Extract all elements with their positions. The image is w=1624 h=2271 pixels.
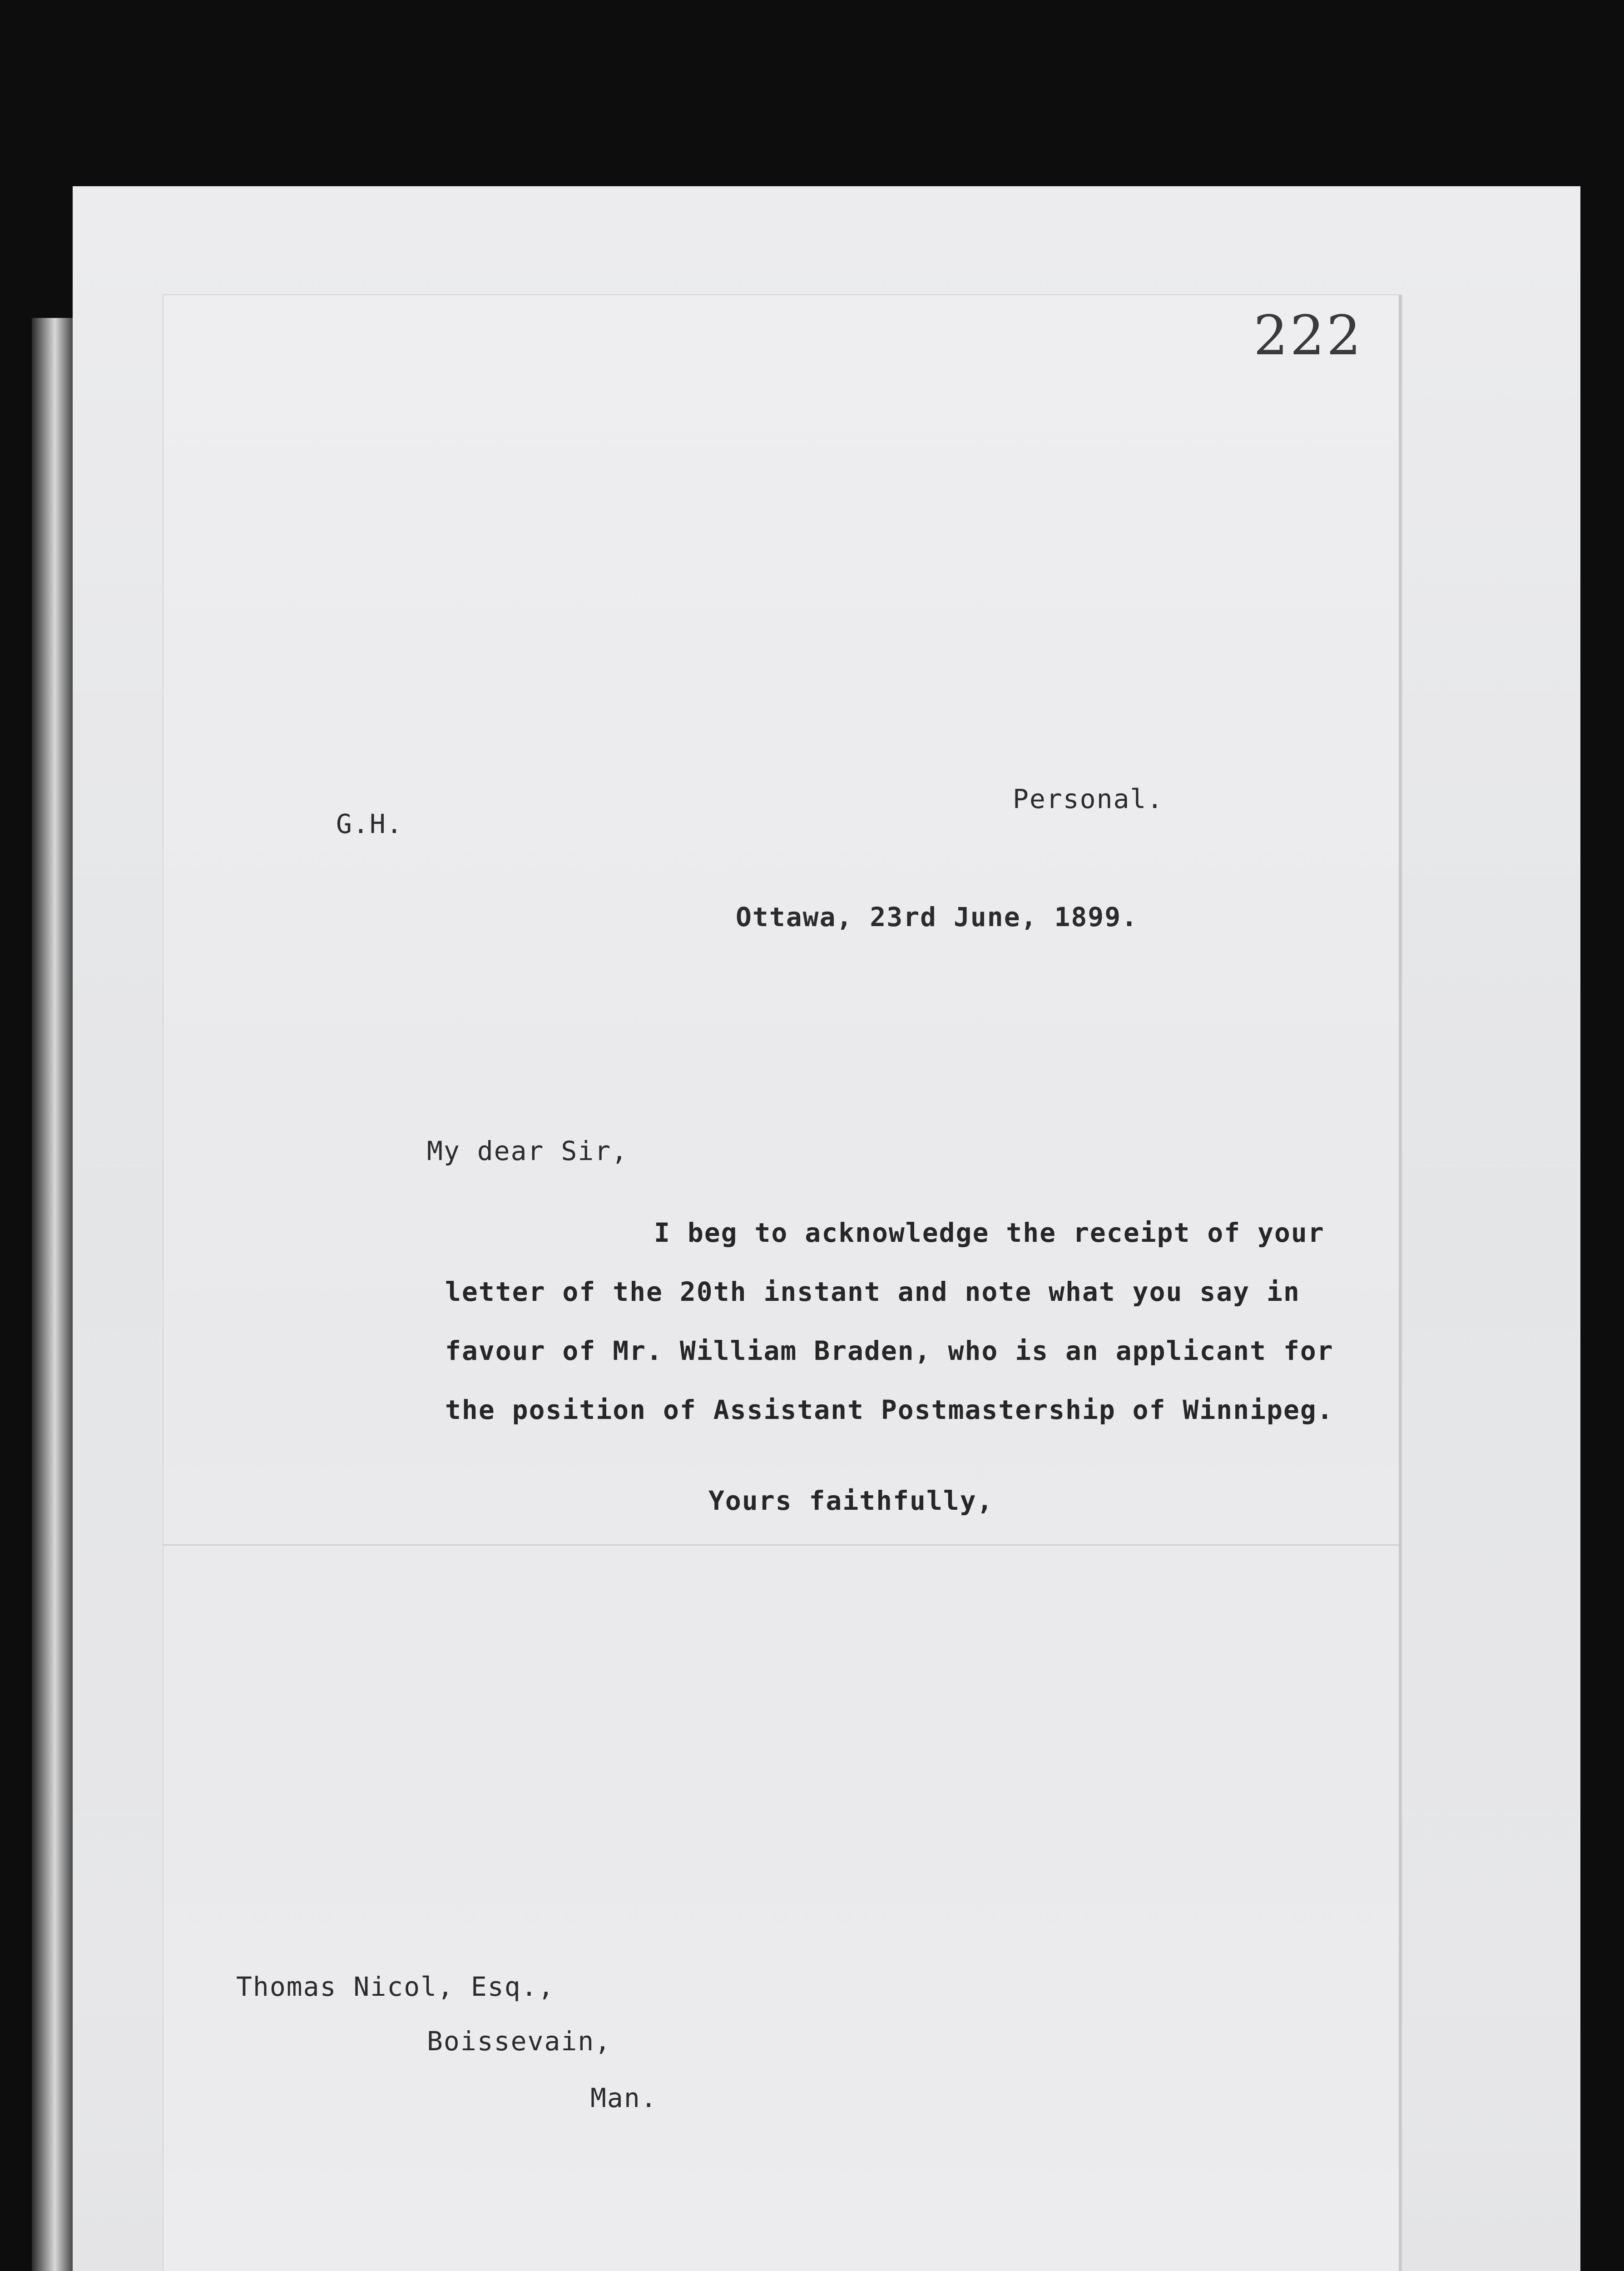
- letter-page: [163, 295, 1401, 2271]
- body-line: letter of the 20th instant and note what you say in: [445, 1276, 1300, 1307]
- addressee-name: Thomas Nicol, Esq.,: [236, 1971, 555, 2002]
- addressee-province: Man.: [590, 2083, 658, 2113]
- page-fold-line: [163, 1544, 1399, 1546]
- salutation: My dear Sir,: [427, 1136, 629, 1166]
- personal-marking: Personal.: [1013, 783, 1164, 814]
- body-line: favour of Mr. William Braden, who is an applicant for: [445, 1335, 1334, 1366]
- folio-number: 222: [1253, 304, 1363, 367]
- body-line: the position of Assistant Postmastership of Winnipeg.: [445, 1394, 1334, 1425]
- sender-initials: G.H.: [336, 808, 403, 839]
- closing: Yours faithfully,: [708, 1485, 994, 1516]
- dateline: Ottawa, 23rd June, 1899.: [736, 902, 1139, 932]
- addressee-town: Boissevain,: [427, 2026, 612, 2057]
- body-line: I beg to acknowledge the receipt of your: [654, 1217, 1325, 1248]
